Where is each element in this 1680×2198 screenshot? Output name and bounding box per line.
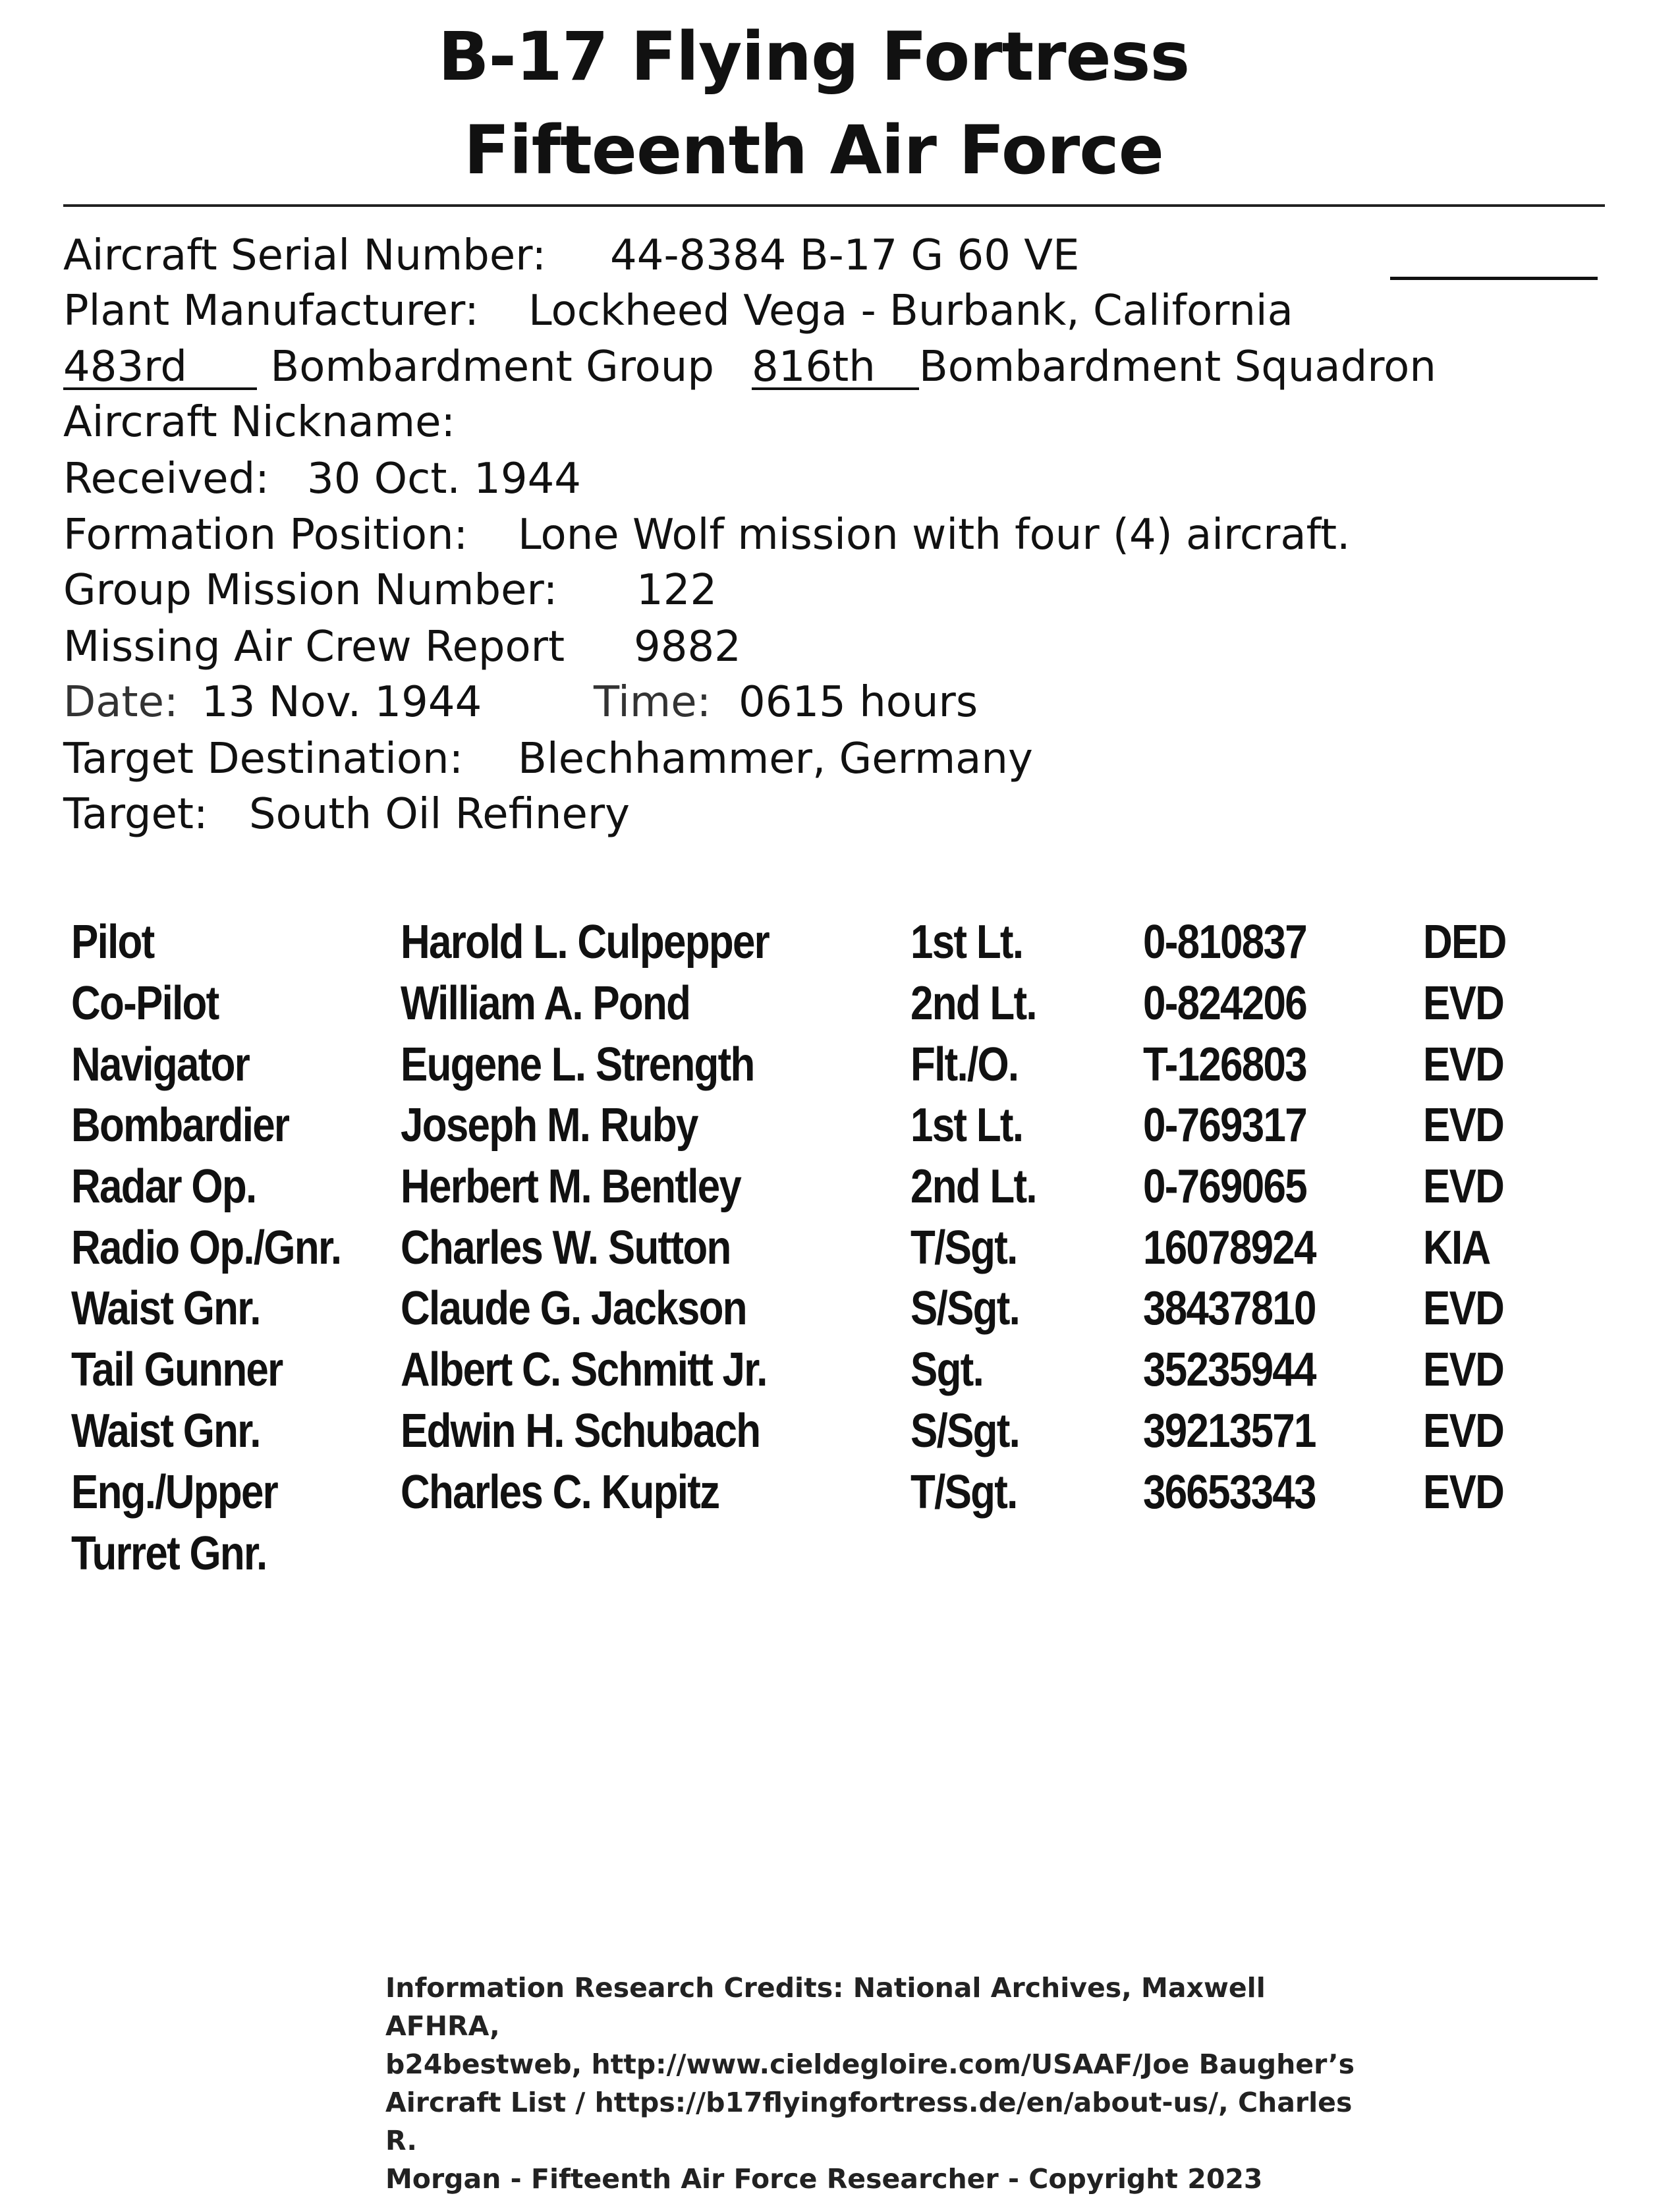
credits-line: Information Research Credits: National Archives, Maxwell AFHRA, — [385, 1972, 1266, 2042]
crew-serial: 0-769065 — [1143, 1160, 1306, 1213]
crew-position: Tail Gunner — [71, 1343, 283, 1396]
crew-position: Radio Op./Gnr. — [71, 1222, 341, 1274]
crew-status: EVD — [1423, 1038, 1504, 1091]
formation-value: Lone Wolf mission with four (4) aircraft. — [518, 511, 1351, 559]
crew-name: Charles C. Kupitz — [401, 1466, 719, 1519]
group-number: 483rd — [63, 343, 187, 391]
group-squadron-row — [63, 343, 1436, 391]
crew-position: Waist Gnr. — [71, 1405, 260, 1457]
crew-serial: 16078924 — [1143, 1222, 1316, 1274]
date-time-row — [63, 678, 978, 727]
crew-status: EVD — [1423, 1160, 1504, 1213]
mission-number-row — [63, 566, 717, 615]
blank-entry-line — [1390, 277, 1598, 280]
credits-line: Aircraft List / https://b17flyingfortress.de/en/about-us/, Charles R. — [385, 2087, 1353, 2156]
crew-name: Claude G. Jackson — [401, 1282, 746, 1335]
target-value: South Oil Refinery — [249, 790, 630, 839]
received-label: Received: — [63, 455, 269, 503]
crew-name: Eugene L. Strength — [401, 1038, 754, 1091]
crew-rank: Sgt. — [910, 1343, 984, 1396]
macr-row — [63, 623, 741, 671]
date-label: Date: — [63, 678, 179, 727]
credits-line: Morgan - Fifteenth Air Force Researcher - Copyright 2023 — [385, 2163, 1263, 2195]
crew-status: KIA — [1423, 1222, 1490, 1274]
mission-number-label: Group Mission Number: — [63, 566, 558, 615]
crew-rank: T/Sgt. — [910, 1222, 1017, 1274]
crew-rank: 2nd Lt. — [910, 1160, 1036, 1213]
research-credits — [385, 1969, 1374, 2198]
crew-serial: 36653343 — [1143, 1466, 1316, 1519]
crew-position: Waist Gnr. — [71, 1282, 260, 1335]
crew-name: Joseph M. Ruby — [401, 1099, 698, 1152]
crew-status: EVD — [1423, 1099, 1504, 1152]
received-row — [63, 455, 581, 503]
crew-position: Pilot — [71, 916, 154, 969]
crew-rank: 1st Lt. — [910, 1099, 1023, 1152]
crew-rank: 1st Lt. — [910, 916, 1023, 969]
crew-name: Herbert M. Bentley — [401, 1160, 741, 1213]
manufacturer-label: Plant Manufacturer: — [63, 287, 479, 335]
crew-position: Radar Op. — [71, 1160, 256, 1213]
formation-label: Formation Position: — [63, 511, 468, 559]
destination-row — [63, 735, 1033, 783]
macr-value: 9882 — [634, 623, 741, 671]
serial-number-label: Aircraft Serial Number: — [63, 231, 546, 280]
crew-status: EVD — [1423, 1405, 1504, 1457]
destination-value: Blechhammer, Germany — [518, 735, 1033, 783]
formation-row — [63, 511, 1351, 559]
crew-status: DED — [1423, 916, 1506, 969]
target-label: Target: — [63, 790, 208, 839]
crew-serial: 39213571 — [1143, 1405, 1316, 1457]
macr-label: Missing Air Crew Report — [63, 623, 565, 671]
crew-name: Albert C. Schmitt Jr. — [401, 1343, 767, 1396]
crew-status: EVD — [1423, 1282, 1504, 1335]
page-subtitle: Fifteenth Air Force — [464, 111, 1163, 190]
crew-serial: 0-769317 — [1143, 1099, 1306, 1152]
nickname-label: Aircraft Nickname: — [63, 398, 455, 447]
crew-serial: 0-810837 — [1143, 916, 1306, 969]
crew-rank: 2nd Lt. — [910, 977, 1036, 1030]
page-title: B-17 Flying Fortress — [437, 18, 1190, 96]
header-divider — [63, 204, 1605, 207]
group-underline — [184, 383, 257, 390]
target-row — [63, 790, 630, 839]
crew-rank: S/Sgt. — [910, 1405, 1020, 1457]
crew-rank: T/Sgt. — [910, 1466, 1017, 1519]
crew-name: Edwin H. Schubach — [401, 1405, 760, 1457]
mission-number-value: 122 — [636, 566, 717, 615]
crew-name: Charles W. Sutton — [401, 1222, 731, 1274]
credits-line: b24bestweb, http://www.cieldegloire.com/USAAF/Joe Baugher’s — [385, 2048, 1355, 2080]
crew-status: EVD — [1423, 977, 1504, 1030]
manufacturer-row — [63, 287, 1293, 335]
group-label: Bombardment Group — [270, 343, 714, 391]
date-value: 13 Nov. 1944 — [202, 678, 482, 727]
crew-serial: 0-824206 — [1143, 977, 1306, 1030]
received-value: 30 Oct. 1944 — [307, 455, 581, 503]
crew-position-continued: Turret Gnr. — [71, 1527, 267, 1580]
crew-serial: 35235944 — [1143, 1343, 1316, 1396]
crew-position: Navigator — [71, 1038, 250, 1091]
nickname-row — [63, 398, 455, 447]
crew-status: EVD — [1423, 1343, 1504, 1396]
crew-status: EVD — [1423, 1466, 1504, 1519]
crew-name: Harold L. Culpepper — [401, 916, 770, 969]
crew-serial: T-126803 — [1143, 1038, 1306, 1091]
destination-label: Target Destination: — [63, 735, 464, 783]
crew-name: William A. Pond — [401, 977, 690, 1030]
crew-position: Eng./Upper — [71, 1466, 278, 1519]
squadron-number: 816th — [752, 343, 876, 391]
squadron-label: Bombardment Squadron — [918, 343, 1436, 391]
manufacturer-value: Lockheed Vega - Burbank, California — [528, 287, 1293, 335]
crew-position: Co-Pilot — [71, 977, 219, 1030]
time-label: Time: — [594, 678, 712, 727]
squadron-underline — [873, 383, 919, 390]
crew-position: Bombardier — [71, 1099, 289, 1152]
crew-rank: S/Sgt. — [910, 1282, 1020, 1335]
crew-serial: 38437810 — [1143, 1282, 1316, 1335]
serial-number-row — [63, 231, 1080, 280]
time-value: 0615 hours — [739, 678, 978, 727]
serial-number-value: 44-8384 B-17 G 60 VE — [610, 231, 1080, 280]
crew-rank: Flt./O. — [910, 1038, 1019, 1091]
